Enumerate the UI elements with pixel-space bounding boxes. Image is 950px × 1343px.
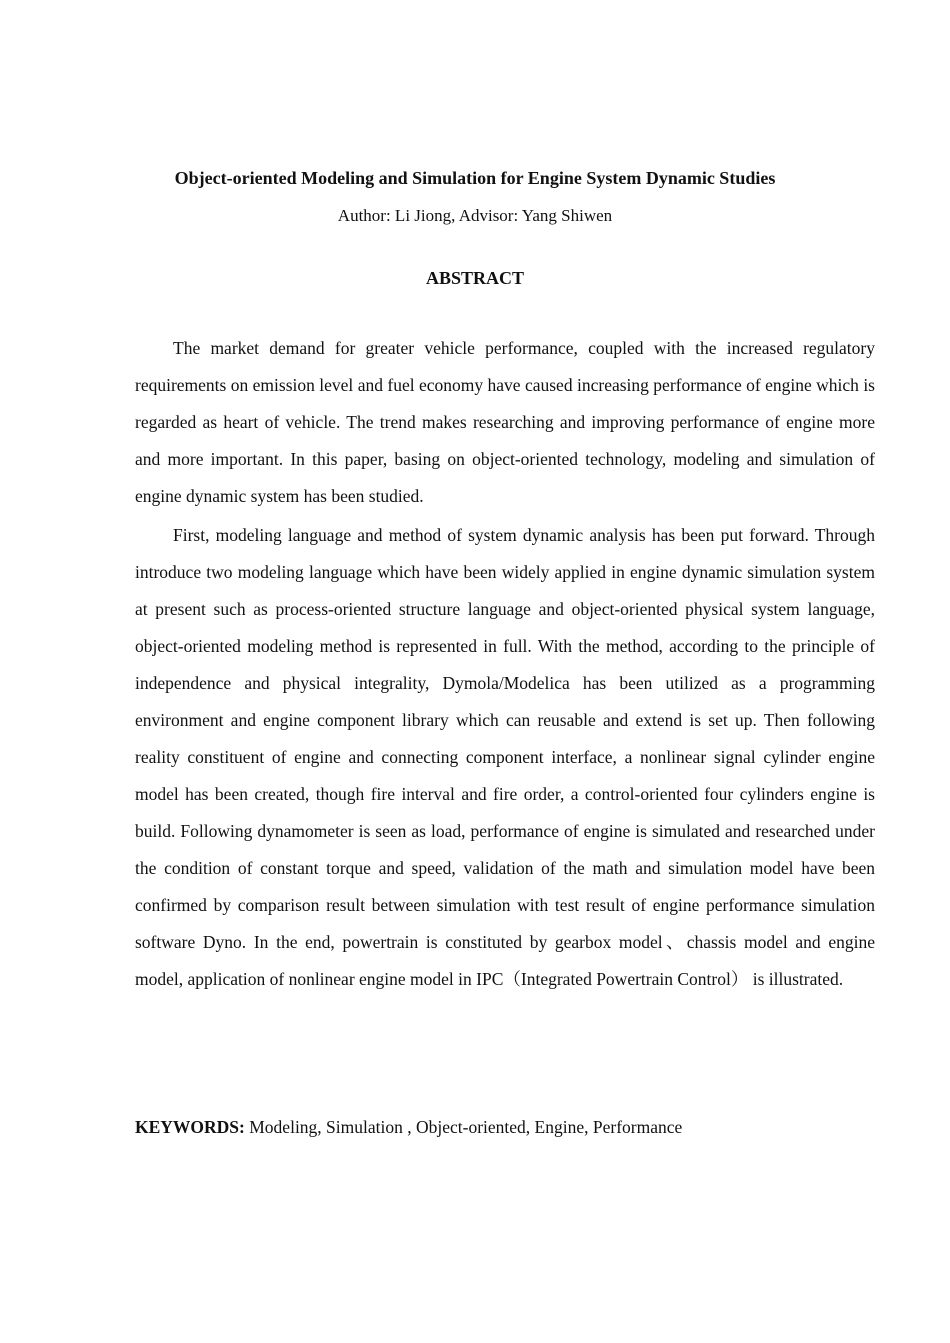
keywords-list: Modeling, Simulation , Object-oriented, Engine, Performance bbox=[244, 1117, 683, 1137]
keywords-line bbox=[135, 1114, 895, 1140]
abstract-paragraph-1: The market demand for greater vehicle performance, coupled with the increased regulatory requirements on emission level and fuel economy have caused increasing performance of engine which is regarded as heart of vehicle. The trend makes researching and improving performance of engine more and more important. In this paper, basing on object-oriented technology, modeling and simulation of engine dynamic system has been studied. bbox=[135, 338, 875, 506]
abstract-heading: ABSTRACT bbox=[425, 268, 525, 288]
author-advisor-line: Author: Li Jiong, Advisor: Yang Shiwen bbox=[337, 206, 613, 225]
paper-title: Object-oriented Modeling and Simulation for Engine System Dynamic Studies bbox=[174, 168, 776, 188]
abstract-paragraph-2: First, modeling language and method of system dynamic analysis has been put forward. Through introduce two modeling language which have been widely applied in engine dynamic simulation system at present such as process-oriented structure language and object-oriented physical system language, object-oriented modeling method is represented in full. With the method, according to the principle of independence and physical integrality, Dymola/Modelica has been utilized as a programming environment and engine component library which can reusable and extend is set up. Then following reality constituent of engine and connecting component interface, a nonlinear signal cylinder engine model has been created, though fire interval and fire order, a control-oriented four cylinders engine is build. Following dynamometer is seen as load, performance of engine is simulated and researched under the condition of constant torque and speed, validation of the math and simulation model have been confirmed by comparison result between simulation with test result of engine performance simulation software Dyno. In the end, powertrain is constituted by gearbox model、chassis model and engine model, application of nonlinear engine model in IPC（Integrated Powertrain Control） is illustrated. bbox=[135, 525, 875, 989]
keywords-label: KEYWORDS: bbox=[135, 1117, 245, 1137]
abstract-body bbox=[135, 330, 875, 1000]
